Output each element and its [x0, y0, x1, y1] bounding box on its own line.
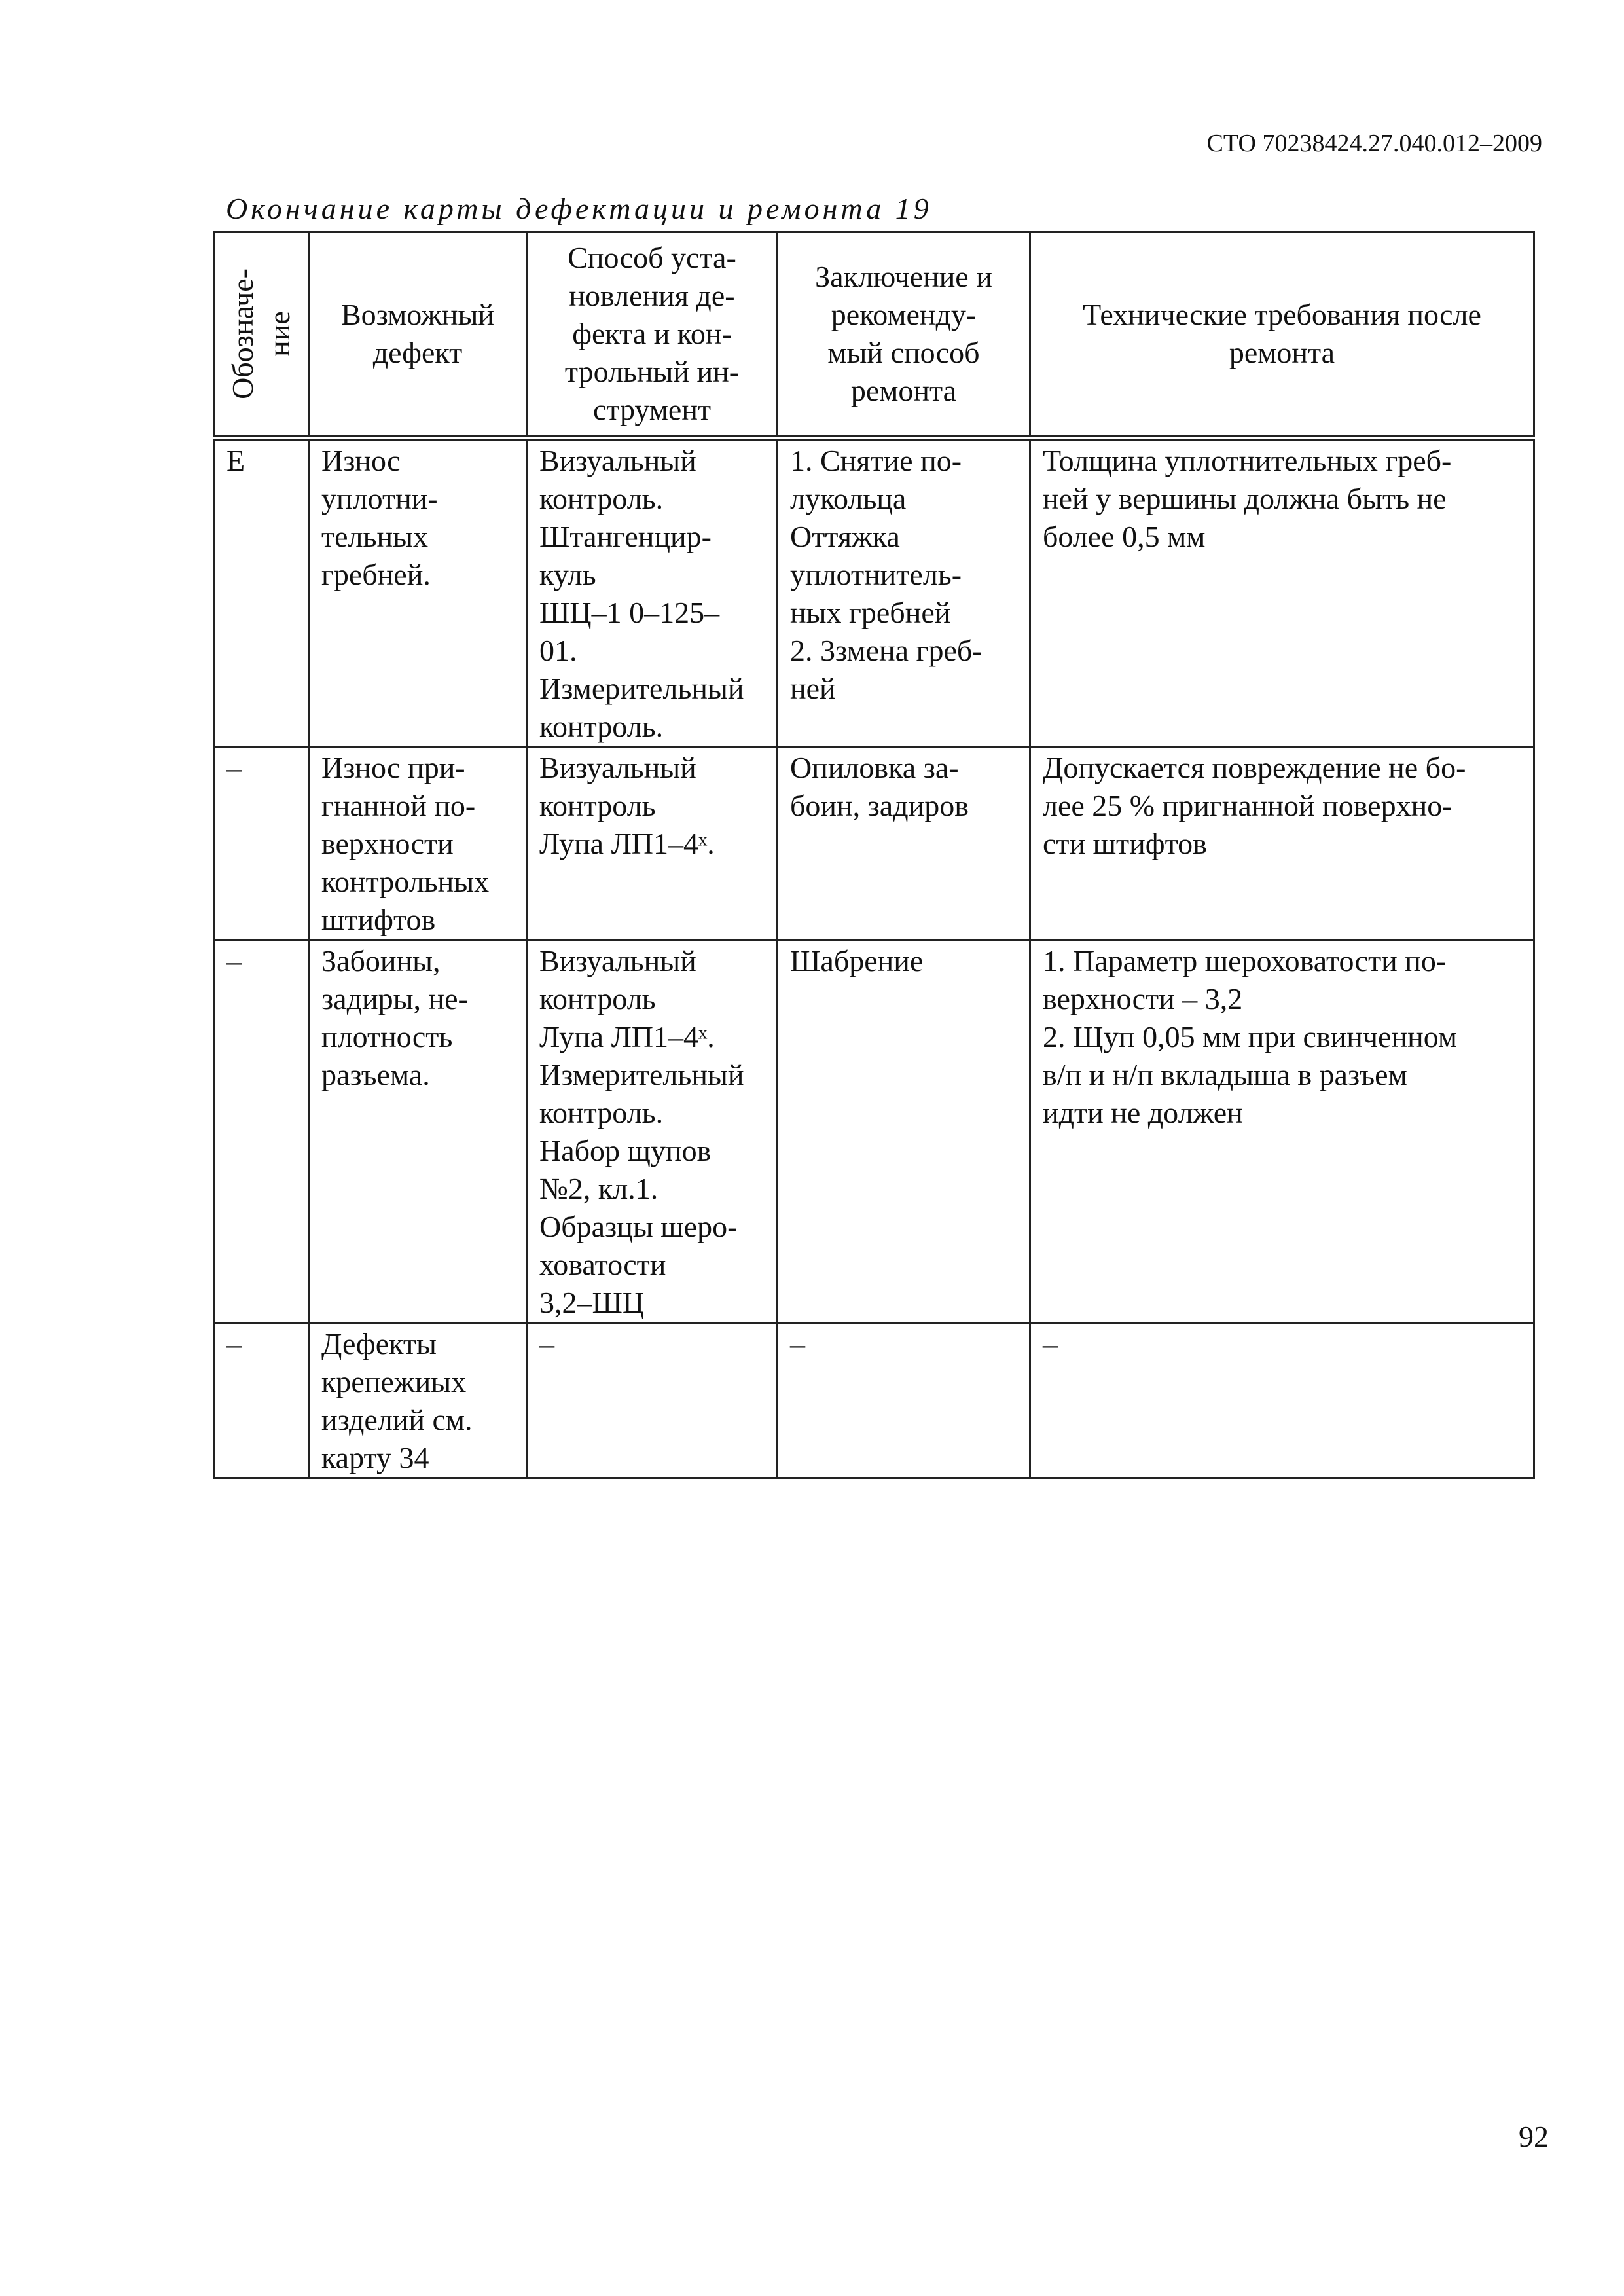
column-header-conclusion: Заключение и рекоменду- мый способ ремонта	[778, 232, 1030, 438]
cell-code: –	[214, 1323, 309, 1478]
cell-method: Визуальный контроль. Штангенцир- куль ШЦ–1 0–125– 01. Измерительный контроль.	[527, 438, 778, 747]
table-row	[214, 1323, 1534, 1478]
cell-method: Визуальный контроль Лупа ЛП1–4ˣ.	[527, 747, 778, 940]
table-header-row	[214, 232, 1534, 438]
cell-conclusion: 1. Снятие по- лукольца Оттяжка уплотнитель- ных гребней 2. 3змена греб- ней	[778, 438, 1030, 747]
cell-method: –	[527, 1323, 778, 1478]
cell-defect: Износ уплотни- тельных гребней.	[309, 438, 527, 747]
cell-requirements: 1. Параметр шероховатости по- верхности – 3,2 2. Щуп 0,05 мм при свинченном в/п и н/п вкладыша в разъем идти не должен	[1030, 940, 1534, 1323]
cell-requirements: –	[1030, 1323, 1534, 1478]
table-row	[214, 747, 1534, 940]
document-code: СТО 70238424.27.040.012–2009	[1206, 130, 1542, 157]
cell-code: Е	[214, 438, 309, 747]
table-caption: Окончание карты дефектации и ремонта 19	[226, 192, 932, 225]
table-row	[214, 438, 1534, 747]
cell-defect: Дефекты крепежиых изделий см. карту 34	[309, 1323, 527, 1478]
cell-code: –	[214, 747, 309, 940]
cell-defect: Забоины, задиры, не- плотность разъема.	[309, 940, 527, 1323]
cell-method: Визуальный контроль Лупа ЛП1–4ˣ. Измерительный контроль. Набор щупов №2, кл.1. Образцы шеро- ховатости 3,2–ШЦ	[527, 940, 778, 1323]
cell-requirements: Допускается повреждение не бо- лее 25 % пригнанной поверхно- сти штифтов	[1030, 747, 1534, 940]
column-header-method: Способ уста- новления де- фекта и кон- трольный ин- струмент	[527, 232, 778, 438]
table-row	[214, 940, 1534, 1323]
cell-code: –	[214, 940, 309, 1323]
column-header-code: Обозначе- ние	[214, 232, 309, 438]
column-header-defect: Возможный дефект	[309, 232, 527, 438]
cell-defect: Износ при- гнанной по- верхности контрольных штифтов	[309, 747, 527, 940]
cell-conclusion: Опиловка за- боин, задиров	[778, 747, 1030, 940]
cell-requirements: Толщина уплотнительных греб- ней у вершины должна быть не более 0,5 мм	[1030, 438, 1534, 747]
cell-conclusion: –	[778, 1323, 1030, 1478]
page-number: 92	[1519, 2120, 1549, 2153]
cell-conclusion: Шабрение	[778, 940, 1030, 1323]
defect-repair-table	[213, 231, 1535, 1479]
column-header-requirements: Технические требования после ремонта	[1030, 232, 1534, 438]
